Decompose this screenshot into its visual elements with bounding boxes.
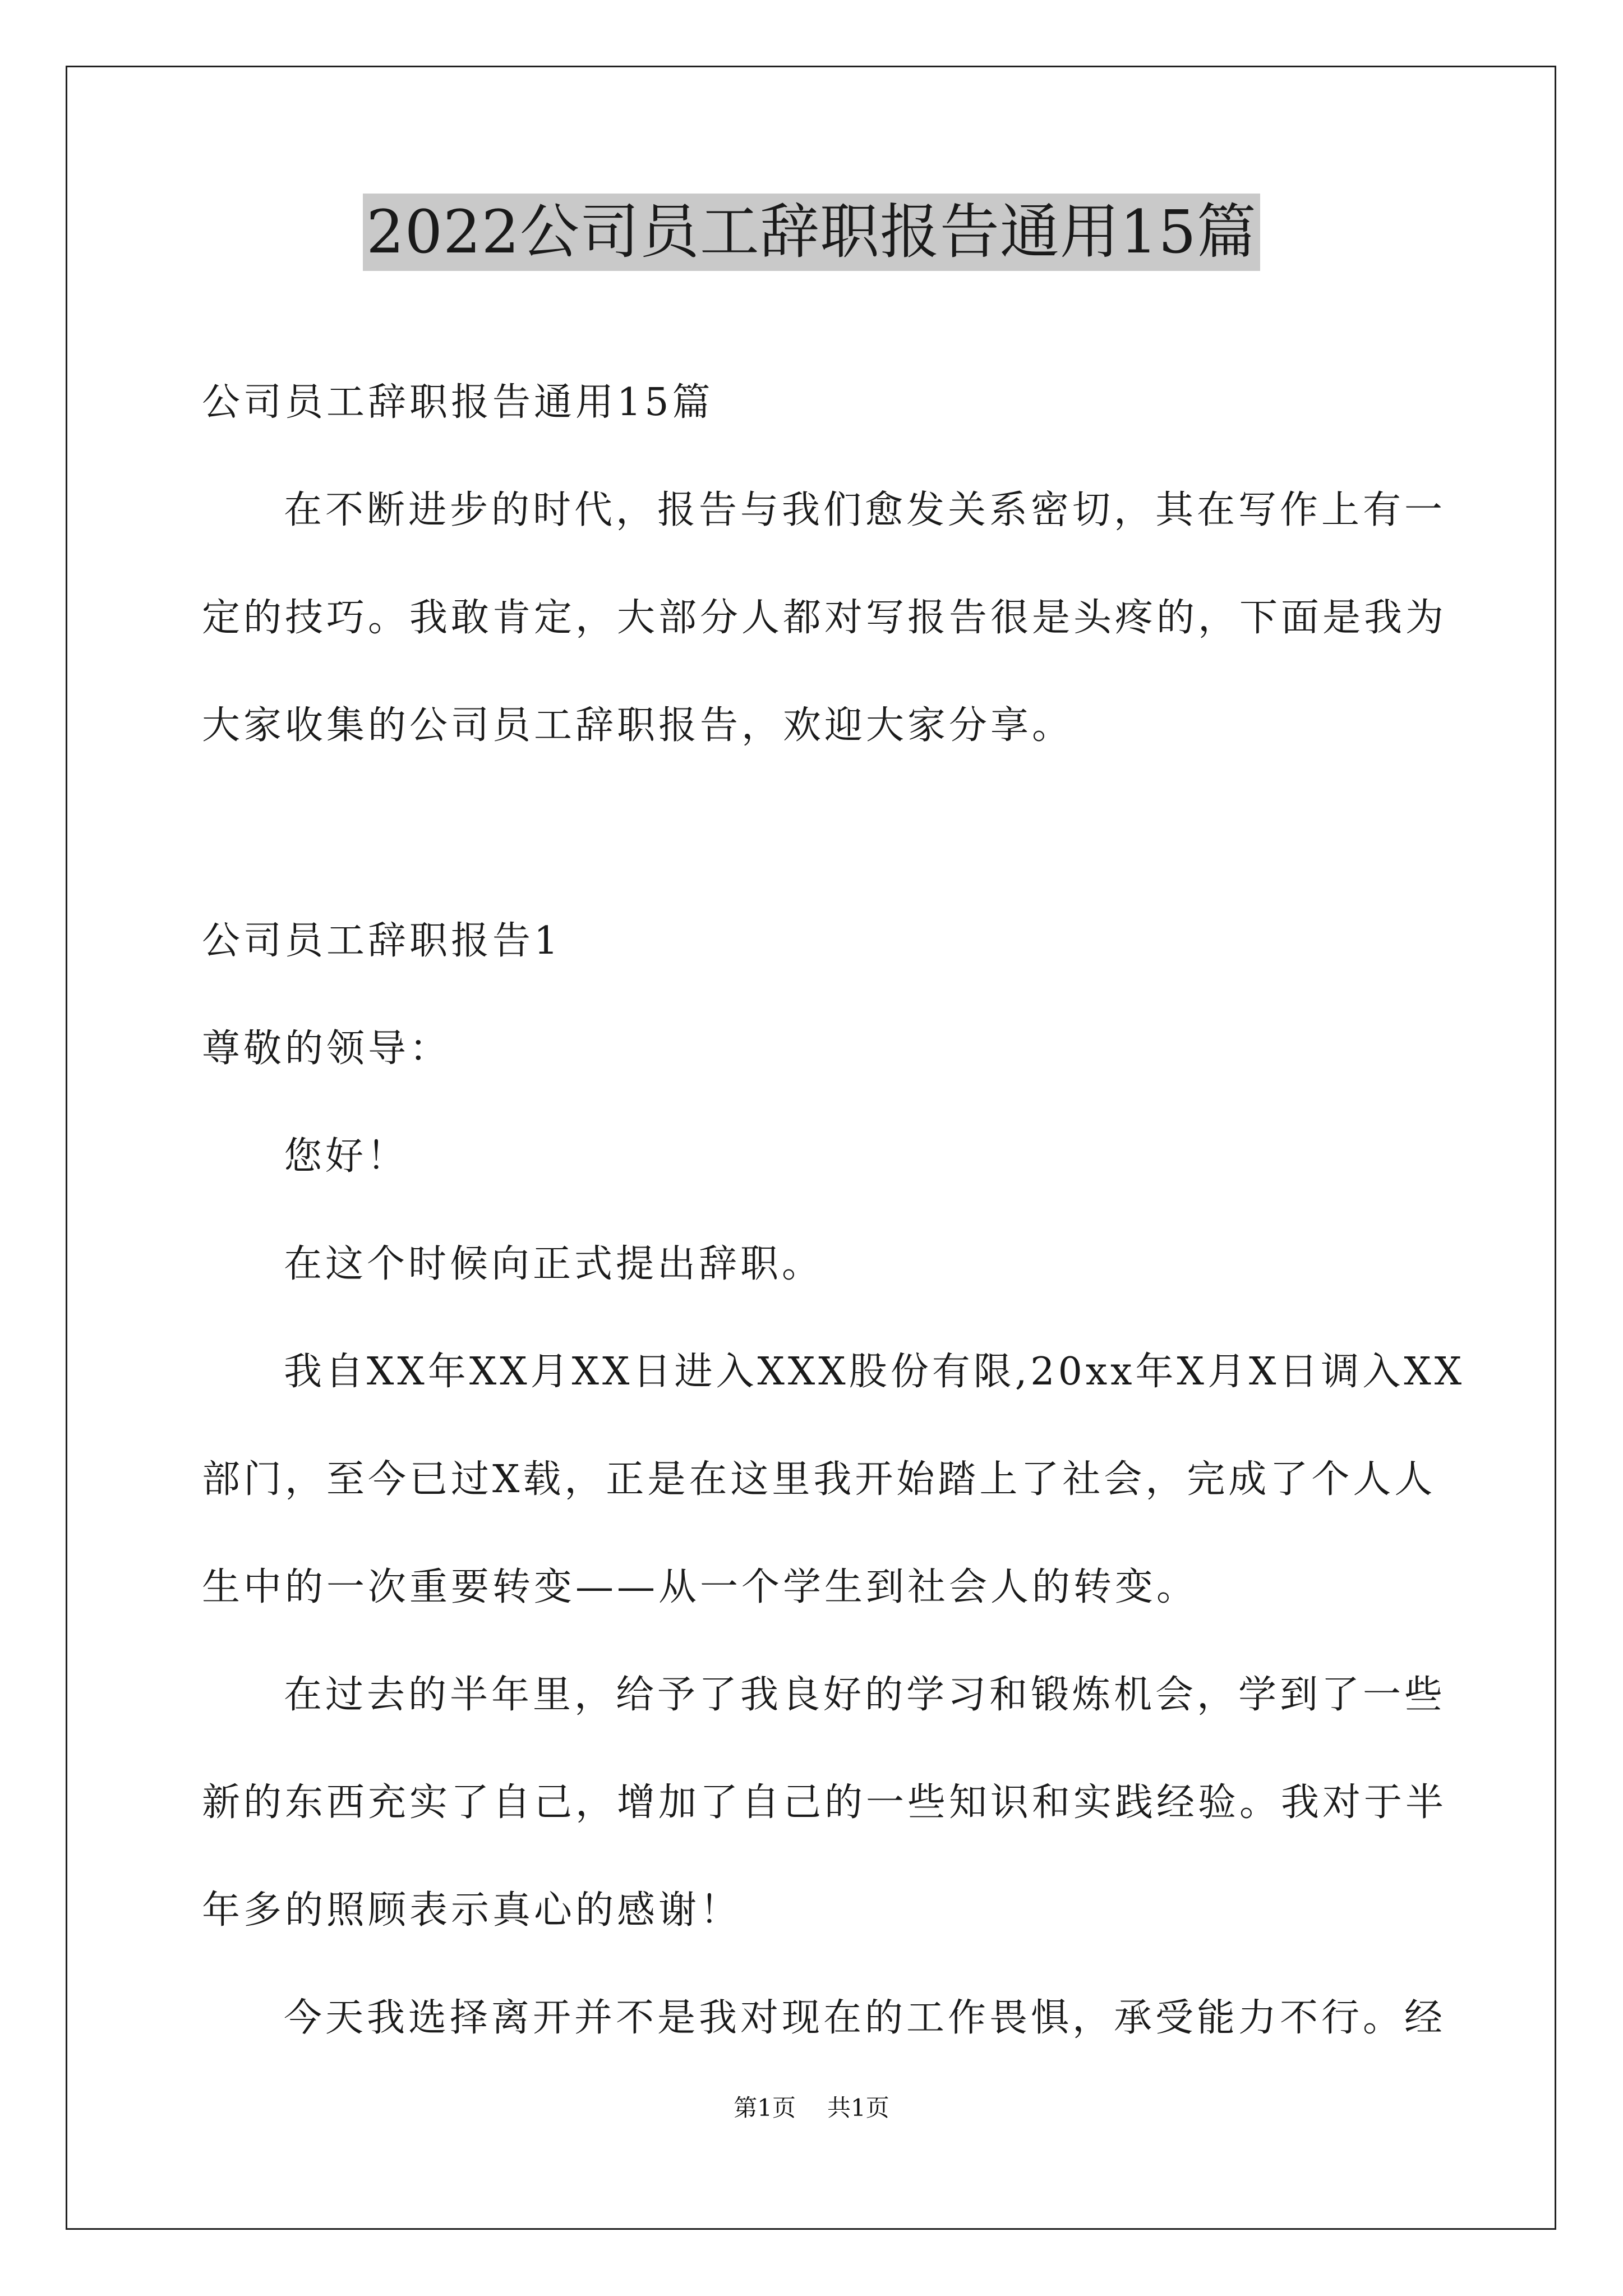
page-total: 共1页 — [827, 2094, 889, 2122]
page-number: 第1页 — [734, 2094, 796, 2122]
body-line: 在这个时候向正式提出辞职。 — [284, 1242, 824, 1286]
document-title: 2022公司员工辞职报告通用15篇 — [363, 194, 1260, 271]
page-footer — [0, 2091, 1623, 2125]
body-line: 生中的一次重要转变——从一个学生到社会人的转变。 — [202, 1565, 1198, 1609]
title-container — [0, 194, 1623, 271]
body-line: 公司员工辞职报告通用15篇 — [202, 380, 714, 425]
body-line: 年多的照顾表示真心的感谢！ — [202, 1888, 742, 1932]
body-line: 大家收集的公司员工辞职报告，欢迎大家分享。 — [202, 703, 1074, 748]
body-line: 我自XX年XX月XX日进入XXX股份有限,20xx年X月X日调入XX — [284, 1350, 1465, 1394]
body-line: 定的技巧。我敢肯定，大部分人都对写报告很是头疼的，下面是我为 — [202, 596, 1447, 640]
body-line: 尊敬的领导： — [202, 1027, 451, 1071]
body-line: 在过去的半年里，给予了我良好的学习和锻炼机会，学到了一些 — [284, 1673, 1446, 1717]
body-line: 部门，至今已过X载，正是在这里我开始踏上了社会，完成了个人人 — [202, 1457, 1436, 1502]
body-line: 今天我选择离开并不是我对现在的工作畏惧，承受能力不行。经 — [284, 1996, 1446, 2040]
body-line: 公司员工辞职报告1 — [202, 919, 562, 963]
document-body — [202, 349, 1465, 2072]
body-line: 新的东西充实了自己，增加了自己的一些知识和实践经验。我对于半 — [202, 1780, 1447, 1825]
body-line: 您好！ — [284, 1134, 409, 1179]
body-line: 在不断进步的时代，报告与我们愈发关系密切，其在写作上有一 — [284, 488, 1446, 532]
blank-line — [202, 780, 1424, 887]
